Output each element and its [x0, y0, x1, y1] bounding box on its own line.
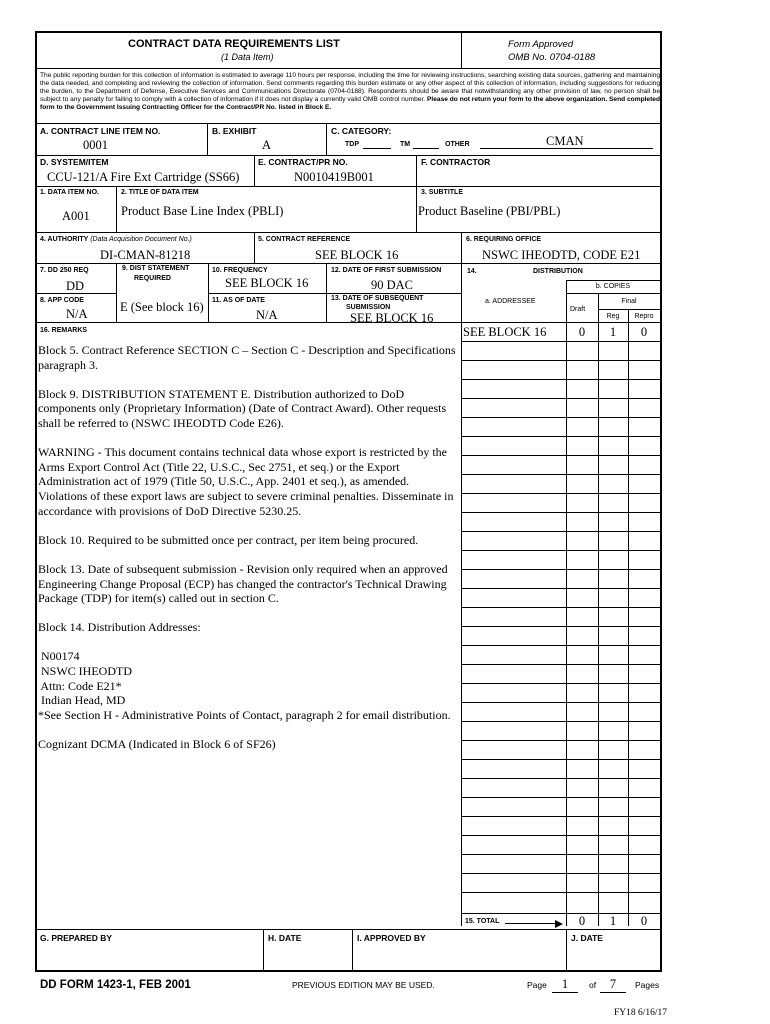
page-number: 1 [552, 977, 578, 993]
category-other: OTHER [445, 141, 470, 148]
rule-12-13 [326, 293, 461, 294]
dist-rule [461, 379, 661, 380]
block-e-value: N0010419B001 [294, 170, 374, 184]
block-5-label: 5. CONTRACT REFERENCE [258, 236, 351, 243]
page-total: 7 [600, 977, 626, 993]
remarks-body [38, 343, 458, 766]
dist-rule [461, 474, 661, 475]
block-e-label: E. CONTRACT/PR NO. [258, 157, 348, 167]
block-11-label: 11. AS OF DATE [212, 297, 265, 304]
category-tm: TM [400, 141, 411, 148]
remark-block-14: Block 14. Distribution Addresses: [38, 620, 201, 635]
block-a-label: A. CONTRACT LINE ITEM NO. [40, 126, 161, 136]
dist-row-1-addressee: SEE BLOCK 16 [463, 325, 547, 339]
divider-ab [207, 123, 208, 155]
dist-row-1-draft: 0 [578, 325, 586, 339]
block-f-label: F. CONTRACTOR [421, 157, 491, 167]
dist-rule [461, 626, 661, 627]
rule-final [598, 309, 661, 310]
draft-label: Draft [570, 306, 586, 313]
block-4-label [40, 236, 192, 243]
block-6-value: NSWC IHEODTD, CODE E21 [482, 248, 641, 262]
form-id: DD FORM 1423-1, FEB 2001 [40, 979, 191, 991]
block-d-value: CCU-121/A Fire Ext Cartridge (SS66) [47, 170, 240, 184]
header-rule [35, 68, 661, 69]
block-1-value: A001 [62, 209, 90, 223]
block-12-value: 90 DAC [371, 278, 414, 292]
block-c-label: C. CATEGORY: [331, 126, 392, 136]
block-14-title: DISTRIBUTION [533, 268, 583, 275]
dist-rule [461, 360, 661, 361]
total-reg: 1 [609, 914, 617, 928]
rule-copies [566, 293, 661, 294]
divider-gh [263, 929, 264, 970]
block-3-value: Product Baseline (PBI/PBL) [418, 204, 561, 218]
divider-23 [416, 186, 417, 232]
block-4-note: (Data Acquisition Document No.) [90, 236, 192, 243]
address-line: Indian Head, MD [38, 693, 126, 708]
divider-de [254, 155, 255, 186]
remark-email-note: *See Section H - Administrative Points of Contact, paragraph 2 for email distribution. [38, 707, 451, 722]
dist-rule [461, 759, 661, 760]
block-g-label: G. PREPARED BY [40, 933, 113, 943]
dist-rule [461, 778, 661, 779]
tdp-line [363, 148, 391, 149]
dist-rule [461, 645, 661, 646]
block-8-label: 8. APP CODE [40, 297, 84, 304]
dist-rule [461, 398, 661, 399]
total-arrow-head [555, 920, 563, 928]
rule-row-d [35, 155, 661, 156]
block-16-label: 16. REMARKS [40, 327, 88, 334]
rule-7-8 [35, 293, 116, 294]
address-line: N00174 [38, 649, 80, 664]
block-c-value: CMAN [546, 134, 584, 148]
block-4-value: DI-CMAN-81218 [100, 248, 191, 262]
dist-rule [461, 873, 661, 874]
notice-rule [35, 123, 661, 124]
dist-rule [461, 797, 661, 798]
dist-rule [461, 436, 661, 437]
divider-45 [254, 232, 255, 263]
remark-warning: WARNING - This document contains technical data whose export is restricted by the Arms Export Control Act (Title 22, U.S.C., Sec 2751, et seq.) or the Export Administration act of 1979 (Title 50, U.S.C., App. 2401 et seq.), as amended. Violations of these export laws are subject to severe criminal penalties. Disseminate in accordance with provisions of DoD Directive 5230.25. [38, 445, 454, 518]
block-10-value: SEE BLOCK 16 [225, 276, 309, 290]
dist-row-1-repro: 0 [640, 325, 648, 339]
notice-instructions: Please do not return your form to the above organization. Send completed form to the Government Issuing Contracting Officer for the Contract/PR No. listed in Block E. [40, 95, 660, 111]
dist-rule [461, 512, 661, 513]
block-5-value: SEE BLOCK 16 [315, 248, 399, 262]
block-3-label: 3. SUBTITLE [421, 189, 464, 196]
block-15-label: 15. TOTAL [465, 918, 500, 925]
block-9-label-b: REQUIRED [134, 275, 171, 282]
reg-label: Reg [606, 313, 620, 320]
rule-14-title [566, 280, 661, 281]
dist-rule [461, 816, 661, 817]
final-label: Final [621, 298, 637, 305]
notice-text: The public reporting burden for this collection of information is estimated to average 110 hours per response, including the time for reviewing instructions, searching existing data sources, gathering and maintaining the data needed, and completing and reviewing the collection of information. Send comments regarding this burden estimate or any other aspect of this collection of information, including suggestions for reducing the burden, to the Department of Defense, Executive Services and Communications Directorate (0704-0188). Respondents should be aware that notwithstanding any other provision of law, no person shall be subject to any penalty for failing to comply with a collection of information if it does not display a currently valid OMB control number. [40, 72, 660, 103]
block-4-title: 4. AUTHORITY [40, 236, 89, 243]
block-7-label: 7. DD 250 REQ [40, 267, 89, 274]
burden-notice [40, 72, 660, 112]
block-i-label: I. APPROVED BY [357, 933, 426, 943]
block-9-label-a: 9. DIST STATEMENT [122, 265, 190, 272]
remark-dcma: Cognizant DCMA (Indicated in Block 6 of SF26) [38, 737, 276, 752]
block-b-label: B. EXHIBIT [212, 126, 257, 136]
block-b-value: A [262, 138, 272, 152]
category-tdp: TDP [345, 141, 359, 148]
rule-row-4 [35, 232, 661, 233]
dist-rule [461, 892, 661, 893]
divider-56 [461, 232, 462, 263]
of-label: of [589, 980, 597, 990]
dist-rule [461, 835, 661, 836]
block-12-label: 12. DATE OF FIRST SUBMISSION [331, 267, 442, 274]
dist-rule [461, 588, 661, 589]
form-approved: Form Approved [508, 39, 574, 50]
block-d-label: D. SYSTEM/ITEM [40, 157, 109, 167]
addressee-label: a. ADDRESSEE [485, 298, 536, 305]
block-a-value: 0001 [83, 138, 108, 152]
distribution-rows [461, 322, 661, 926]
dist-row-1-reg: 1 [609, 325, 617, 339]
address-line: Attn: Code E21* [38, 678, 122, 693]
block-7-value: DD [66, 279, 85, 293]
frame-top [35, 31, 662, 33]
rule-row-g [35, 929, 661, 930]
page-label: Page [527, 980, 547, 990]
rule-10-11 [208, 293, 326, 294]
dist-rule [461, 854, 661, 855]
omb-number: OMB No. 0704-0188 [508, 52, 596, 63]
dist-rule [461, 550, 661, 551]
remark-block-5: Block 5. Contract Reference SECTION C – Section C - Description and Specifications paragraph 3. [38, 343, 456, 372]
rule-row-1 [35, 186, 661, 187]
form-title: CONTRACT DATA REQUIREMENTS LIST [128, 38, 340, 50]
frame-left [35, 31, 37, 971]
total-arrow-icon [505, 921, 563, 927]
dist-rule [461, 341, 661, 342]
divider-bc [326, 123, 327, 155]
block-13-value: SEE BLOCK 16 [350, 311, 434, 325]
block-14-label: 14. [467, 268, 477, 275]
repro-label: Repro [634, 313, 654, 320]
dist-rule [461, 607, 661, 608]
header-divider [461, 31, 462, 68]
block-2-label: 2. TITLE OF DATA ITEM [121, 189, 199, 196]
dist-rule [461, 493, 661, 494]
pages-label: Pages [635, 980, 660, 990]
block-1-label: 1. DATA ITEM NO. [40, 189, 99, 196]
block-2-value: Product Base Line Index (PBLI) [121, 204, 284, 218]
dist-rule [461, 664, 661, 665]
dist-rule [461, 455, 661, 456]
address-line: NSWC IHEODTD [38, 664, 132, 679]
block-8-value: N/A [66, 307, 88, 321]
block-h-label: H. DATE [268, 933, 302, 943]
remark-block-13: Block 13. Date of subsequent submission - Revision only required when an approved Engineering Change Proposal (ECP) has changed the contractor's Technical Drawing Package (TDP) for item(s) called out in section C. [38, 561, 448, 606]
divider-hi [352, 929, 353, 970]
block-10-label: 10. FREQUENCY [212, 267, 268, 274]
total-draft: 0 [578, 914, 586, 928]
previous-edition: PREVIOUS EDITION MAY BE USED. [292, 980, 435, 990]
frame-bottom [35, 970, 662, 972]
block-11-value: N/A [256, 308, 278, 322]
dist-rule [461, 702, 661, 703]
total-repro: 0 [640, 914, 648, 928]
dist-rule [461, 683, 661, 684]
remark-block-9: Block 9. DISTRIBUTION STATEMENT E. Distribution authorized to DoD components only (Proprietary Information) (Date of Contract Award). Other requests shall be referred to (NSWC IHEODTD Code E26). [38, 386, 447, 430]
dist-rule [461, 531, 661, 532]
dist-rule [461, 740, 661, 741]
divider-12 [116, 186, 117, 232]
block-j-label: J. DATE [571, 933, 603, 943]
divider-7-9 [116, 263, 117, 322]
block-13-label-b: SUBMISSION [346, 304, 391, 311]
rule-row-7 [35, 263, 661, 264]
copies-label: b. COPIES [595, 283, 631, 290]
block-6-label: 6. REQUIRING OFFICE [466, 236, 542, 243]
dist-rule [461, 569, 661, 570]
dist-rule [461, 417, 661, 418]
divider-ij [566, 929, 567, 970]
divider-ef [416, 155, 417, 186]
form-subtitle: (1 Data Item) [221, 52, 274, 62]
block-9-value: E (See block 16) [120, 300, 204, 314]
fy-stamp: FY18 6/16/17 [614, 1008, 668, 1018]
tm-line [413, 148, 439, 149]
dist-rule [461, 721, 661, 722]
total-arrow-shaft [505, 923, 557, 924]
block-13-label-a: 13. DATE OF SUBSEQUENT [331, 295, 424, 302]
remark-block-10: Block 10. Required to be submitted once per contract, per item being procured. [38, 532, 419, 547]
